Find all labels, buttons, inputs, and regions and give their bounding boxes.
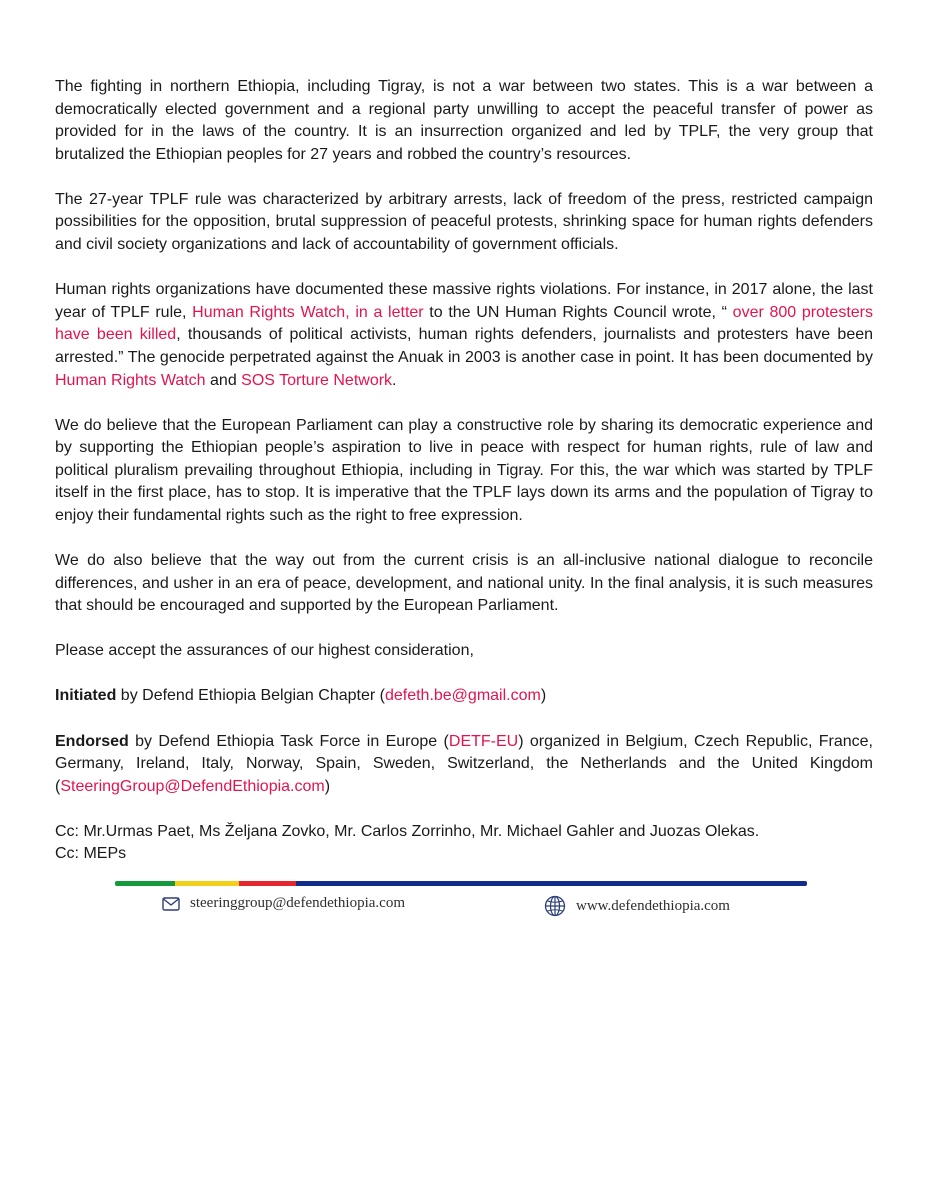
endorsed-by — [55, 731, 873, 799]
footer-website-text[interactable]: www.defendethiopia.com — [576, 897, 730, 914]
endorsed-end: ) — [324, 777, 331, 795]
sos-torture-network-link[interactable]: SOS Torture Network — [241, 371, 393, 389]
endorsed-label: Endorsed — [55, 732, 129, 750]
hrw-letter-link[interactable]: Human Rights Watch, in a letter — [192, 303, 424, 321]
endorsed-text-countries: ) organized in Belgium, Czech Republic, France, Germany, Ireland, Italy, Norway, Spain, Sweden, Switzerland, the Netherlands and the United Kingdom ( — [55, 732, 873, 795]
protesters-killed-link[interactable]: over 800 protesters have been killed — [55, 303, 873, 344]
detf-eu-link[interactable]: DETF-EU — [448, 732, 519, 750]
cc-recipients: Cc: Mr.Urmas Paet, Ms Željana Zovko, Mr. Carlos Zorrinho, Mr. Michael Gahler and Juozas Olekas. — [55, 822, 760, 840]
paragraph-tplf-rule: The 27-year TPLF rule was characterized by arbitrary arrests, lack of freedom of the press, restricted campaign possibilities for the opposition, brutal suppression of peaceful protests, shrinking space for human rights defenders and civil society organizations and lack of accountability of government officials. — [55, 190, 873, 254]
cc-meps: Cc: MEPs — [55, 845, 127, 863]
footer-email-text[interactable]: steeringgroup@defendethiopia.com — [190, 895, 405, 911]
paragraph-conflict-nature: The fighting in northern Ethiopia, including Tigray, is not a war between two states. This is a war between a democratically elected government and a regional party unwilling to accept the peaceful transfer of power as provided for in the laws of the country. It is an insurrection organized and led by TPLF, the very group that brutalized the Ethiopian peoples for 27 years and robbed the country’s resources. — [55, 78, 873, 163]
flag-bar-green — [115, 881, 175, 886]
footer-email[interactable] — [162, 895, 405, 912]
footer-flag-bar — [115, 881, 807, 886]
paragraph-text: . — [392, 371, 397, 389]
paragraph-text: to the UN Human Rights Council wrote, “ — [423, 303, 733, 321]
flag-bar-red — [239, 881, 296, 886]
initiated-text: by Defend Ethiopia Belgian Chapter ( — [116, 687, 385, 705]
envelope-icon — [162, 897, 180, 911]
initiated-label: Initiated — [55, 687, 117, 705]
paragraph-text: Human rights organizations have documented these massive rights violations. For instance, in 2017 alone, the last year of TPLF rule, — [55, 281, 873, 321]
initiated-by — [55, 685, 873, 708]
hrw-link[interactable]: Human Rights Watch — [55, 371, 206, 389]
endorsed-text: by Defend Ethiopia Task Force in Europe ( — [128, 732, 449, 750]
flag-bar-blue — [296, 881, 807, 886]
footer-website[interactable] — [544, 895, 730, 917]
letter-body — [55, 76, 873, 866]
flag-bar-yellow — [175, 881, 239, 886]
paragraph-european-parliament-role: We do believe that the European Parliament can play a constructive role by sharing its democratic experience and by supporting the Ethiopian people’s aspiration to live in peace with respect for human rights, rule of law and political pluralism prevailing throughout Ethiopia, including in Tigray. For this, the war which was started by TPLF itself in the first place, has to stop. It is imperative that the TPLF lays down its arms and the population of Tigray to enjoy their fundamental rights such as the right to free expression. — [55, 416, 873, 524]
paragraph-text: and — [205, 371, 242, 389]
paragraph-national-dialogue: We do also believe that the way out from the current crisis is an all-inclusive national dialogue to reconcile differences, and usher in an era of peace, development, and national unity. In the final analysis, it is such measures that should be encouraged and supported by the European Parliament. — [55, 552, 873, 615]
closing-line: Please accept the assurances of our highest consideration, — [55, 642, 474, 660]
steering-group-email-link[interactable]: SteeringGroup@DefendEthiopia.com — [60, 777, 325, 795]
paragraph-rights-violations — [55, 279, 873, 392]
belgian-chapter-email-link[interactable]: defeth.be@gmail.com — [384, 687, 541, 705]
globe-icon — [544, 895, 566, 917]
initiated-end: ) — [540, 687, 547, 705]
paragraph-text: , thousands of political activists, human rights defenders, journalists and protesters have been arrested.” The genocide perpetrated against the Anuak in 2003 is another case in point. It has been documented by — [55, 326, 874, 366]
